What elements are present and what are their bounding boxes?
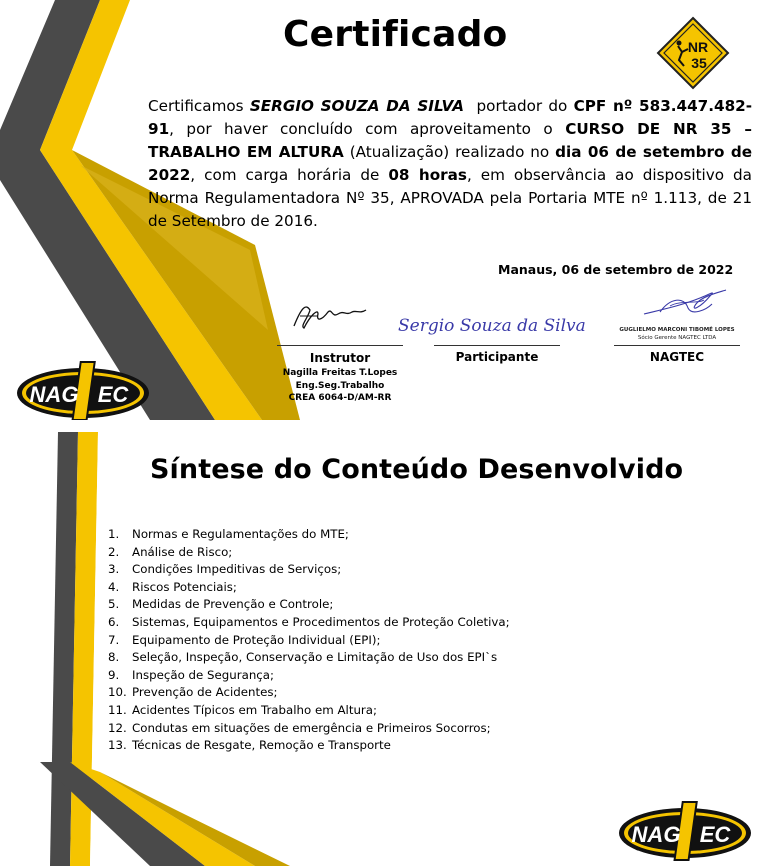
list-item — [108, 632, 510, 650]
instructor-role: Eng.Seg.Trabalho — [295, 380, 385, 391]
course-name: CURSO DE NR 35 – TRABALHO EM ALTURA — [148, 120, 752, 161]
list-item — [108, 579, 510, 597]
syllabus-title: Síntese do Conteúdo Desenvolvido — [150, 454, 684, 485]
syllabus-list — [108, 526, 510, 755]
list-item-number: 3. — [108, 562, 120, 577]
list-item-text: Riscos Potenciais; — [132, 579, 237, 594]
logo-text-left: NAG — [631, 822, 681, 847]
instructor-signature — [288, 296, 372, 336]
list-item-text: Condutas em situações de emergência e Primeiros Socorros; — [132, 720, 491, 735]
company-signer-role: Sócio Gerente NAGTEC LTDA — [637, 335, 717, 341]
company-signature — [640, 286, 730, 324]
instructor-signature-line — [277, 345, 403, 346]
list-item-number: 7. — [108, 632, 120, 647]
participant-cpf: CPF nº 583.447.482-91 — [148, 97, 753, 138]
list-item-text: Acidentes Típicos em Trabalho em Altura; — [132, 702, 377, 717]
list-item-number: 12. — [108, 720, 127, 735]
instructor-label: Instrutor — [309, 351, 371, 365]
certificate-body — [148, 95, 752, 233]
company-signer-name: GUGLIELMO MARCONI TIBOMÉ LOPES — [619, 327, 735, 333]
list-item — [108, 667, 510, 685]
nagtec-logo-icon — [14, 360, 152, 420]
list-item-text: Técnicas de Resgate, Remoção e Transporte — [132, 738, 391, 753]
certificate-page — [0, 0, 768, 420]
list-item-number: 2. — [108, 544, 120, 559]
company-label: NAGTEC — [649, 350, 705, 364]
list-item-number: 6. — [108, 614, 120, 629]
logo-text-left: NAG — [29, 382, 79, 407]
participant-signature-line — [434, 345, 560, 346]
body-text-intro: Certificamos — [148, 97, 250, 115]
list-item — [108, 649, 510, 667]
list-item-text: Condições Impeditivas de Serviços; — [132, 562, 342, 577]
list-item-number: 4. — [108, 579, 120, 594]
list-item-text: Inspeção de Segurança; — [132, 667, 274, 682]
instructor-details — [272, 367, 408, 405]
logo-text-right: EC — [699, 822, 731, 847]
nr35-badge-icon — [656, 16, 730, 90]
company-signature-line — [614, 345, 740, 346]
instructor-name: Nagilla Freitas T.Lopes — [282, 368, 398, 378]
list-item-number: 11. — [108, 702, 127, 717]
list-item — [108, 526, 510, 544]
list-item-text: Equipamento de Proteção Individual (EPI); — [132, 632, 381, 647]
list-item-text: Normas e Regulamentações do MTE; — [132, 527, 349, 541]
list-item — [108, 702, 510, 720]
body-text-regulation: , em observância ao dispositivo da Norma Regulamentadora Nº 35, APROVADA pela Portaria MTE nº 1.113, de 21 de Setembro de 2016. — [148, 166, 752, 230]
list-item — [108, 737, 510, 755]
list-item-text: Análise de Risco; — [132, 544, 233, 559]
body-text-update: (Atualização) realizado no — [343, 143, 556, 161]
nr-badge-number: 35 — [691, 55, 707, 71]
list-item-text: Medidas de Prevenção e Controle; — [132, 597, 334, 612]
list-item-number: 13. — [108, 738, 127, 753]
participant-name: SERGIO SOUZA DA SILVA — [249, 97, 465, 115]
list-item — [108, 561, 510, 579]
list-item-text: Seleção, Inspeção, Conservação e Limitação de Uso dos EPI`s — [132, 650, 498, 665]
list-item — [108, 720, 510, 738]
page-gap — [0, 420, 768, 432]
list-item — [108, 614, 510, 632]
list-item — [108, 684, 510, 702]
course-hours: 08 horas — [388, 166, 467, 184]
body-text-concluded: , por haver concluído com aproveitamento o — [169, 120, 566, 138]
logo-text-right: EC — [97, 382, 129, 407]
place-date: Manaus, 06 de setembro de 2022 — [498, 262, 734, 277]
list-item-number: 9. — [108, 667, 120, 682]
nr-badge-top-text: NR — [687, 39, 709, 55]
participant-signature: Sergio Souza da Silva — [398, 316, 586, 336]
list-item-text: Sistemas, Equipamentos e Procedimentos de Proteção Coletiva; — [132, 614, 510, 629]
list-item-text: Prevenção de Acidentes; — [132, 685, 278, 700]
nagtec-logo-icon — [616, 800, 754, 862]
list-item — [108, 544, 510, 562]
list-item-number: 8. — [108, 650, 120, 665]
list-item — [108, 596, 510, 614]
instructor-registry: CREA 6064-D/AM-RR — [288, 393, 392, 403]
list-item-number: 1. — [108, 527, 120, 541]
body-text-workload: , com carga horária de — [190, 166, 389, 184]
syllabus-page — [0, 432, 768, 866]
company-signer — [614, 326, 740, 342]
participant-label: Participante — [455, 350, 539, 364]
certificate-title: Certificado — [283, 14, 508, 55]
list-item-number: 5. — [108, 597, 120, 612]
body-text-holder: portador do — [464, 97, 574, 115]
course-date: dia 06 de setembro de 2022 — [148, 143, 753, 184]
list-item-number: 10. — [108, 685, 127, 700]
